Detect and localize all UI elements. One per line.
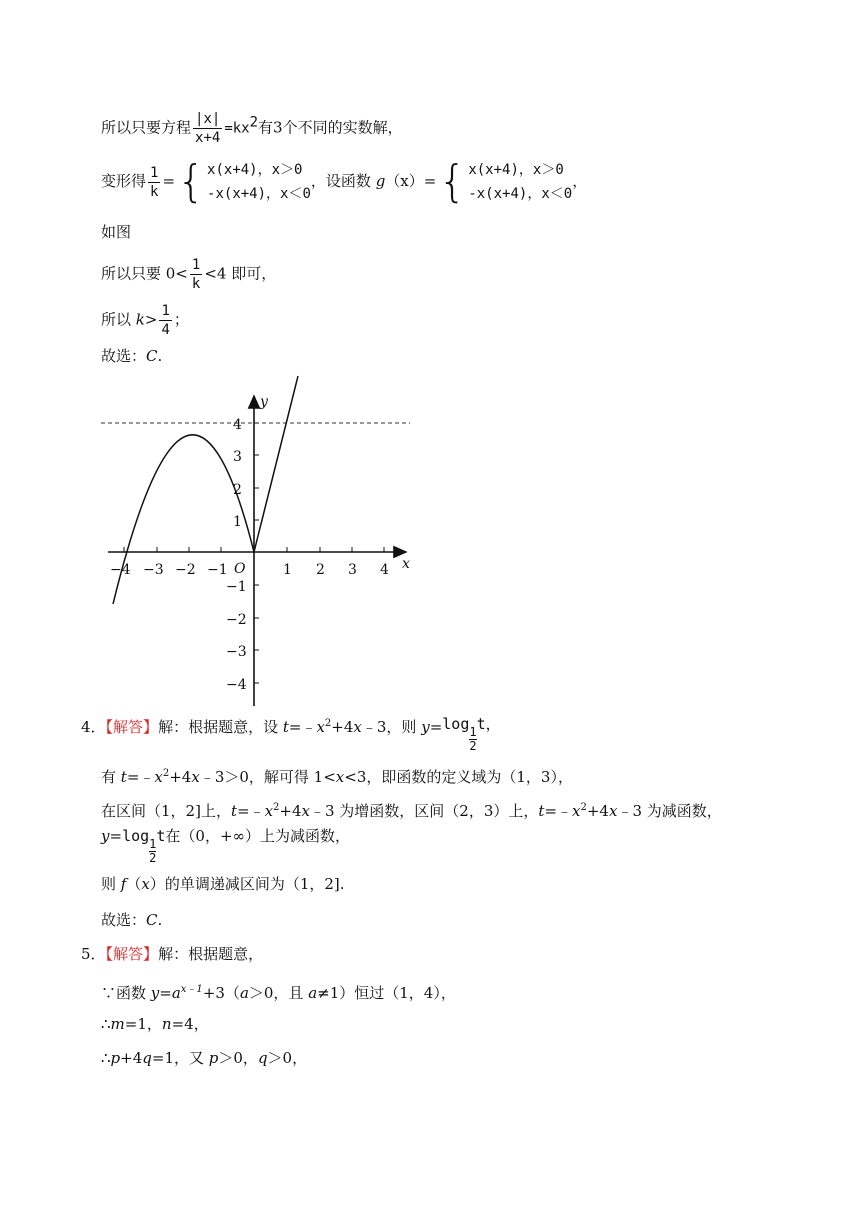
line-answer: 故选：C. [101,347,163,365]
brace: { [438,156,467,207]
q4-line3: 在区间（1，2]上，$t=﹣x^2+4x﹣3$ 为增函数，区间（2，3）上，$t=﹣x^2+4x﹣3$ 为减函数， [101,802,722,820]
fraction: $\frac{1}{k}$ [191,257,201,292]
x-tick-label: 3 [348,562,357,578]
fraction: $\frac{1}{4}$ [161,303,170,338]
q4-line5: 则 f（x）的单调递减区间为（1，2]. [101,875,345,893]
text: ，设函数 [310,172,371,190]
x-tick-label: −4 [110,562,131,578]
y-tick-label: 2 [233,482,242,498]
y-tick-label: 4 [233,417,242,433]
q5-line1: 5．【解答】解：根据题意， [81,945,264,963]
fraction: $\frac{1}{k}$ [150,164,159,200]
x-tick-label: −1 [207,562,228,578]
text: ， [572,172,588,190]
text: =kx [224,120,250,137]
text: k [135,310,145,329]
text: 所以只要 0< [101,264,188,283]
piecewise: x(x+4)，x＞0 -x(x+4)，x＜0 [468,162,573,202]
y-tick-label: −3 [226,644,247,660]
text: g [375,172,386,190]
line-equation [101,110,403,147]
q5-line4: ∴p+4q=1，又 p＞0，q＞0， [101,1049,308,1067]
line-result [101,302,189,339]
piecewise: x(x+4)，x＞0 -x(x+4)，x＜0 [207,162,311,202]
text: <4 即可， [204,264,277,283]
text: 所以 [101,310,136,329]
text: 2 [249,114,259,131]
q5-line2: ∵函数 $y=a^{x﹣1}+3(a>0$，且 a≠1）恒过（1，4）， [101,984,456,1002]
log-expression: log $\frac{1}{2}$ t， [442,715,501,753]
x-tick-label: −2 [175,562,196,578]
q4-line6: 故选：C. [101,911,163,929]
x-tick-label: 4 [380,562,389,578]
text: （x）= [385,172,437,190]
line-condition [101,256,276,293]
q5-line3: ∴m=1，n=4， [101,1015,209,1033]
text: 变形得 [101,172,147,190]
y-tick-label: 3 [233,449,242,465]
y-tick-label: −1 [226,579,247,595]
x-tick-label: −3 [143,562,164,578]
fraction: $\frac{|x|}{x+4}$ [195,111,221,146]
text: = [162,172,176,190]
text: 所以只要方程 [101,118,192,137]
brace: { [177,156,206,207]
answer-tag: 【解答】 [105,718,159,736]
y-tick-label: −4 [226,677,247,693]
y-tick-label: −2 [226,612,247,628]
x-tick-label: 1 [283,562,292,578]
line-rutu: 如图 [101,223,132,241]
y-tick-label: 1 [233,514,242,530]
q4-line1: 4．【解答】解：根据题意，设 $t=﹣x^2+4x﹣3$，则 y=log $\frac{1}{2}$ t， [81,715,501,753]
function-graph [0,372,860,712]
line-transform [101,158,587,206]
text: ； [173,310,189,329]
log-expression: log $\frac{1}{2}$ t [122,827,166,865]
q4-line4: y=log $\frac{1}{2}$ t在（0，+∞）上为减函数， [101,827,351,865]
x-tick-label: 2 [316,562,325,578]
y-axis-label: y [260,394,268,410]
x-axis-label: x [402,556,410,572]
text: > [144,310,158,329]
origin-label: O [234,561,246,577]
answer-tag: 【解答】 [105,945,159,963]
q4-line2: 有 $t=﹣x^2+4x﹣3>0$，解可得 1<x<3，即函数的定义域为（1，3）， [101,768,573,786]
text: 有3个不同的实数解， [258,118,403,137]
